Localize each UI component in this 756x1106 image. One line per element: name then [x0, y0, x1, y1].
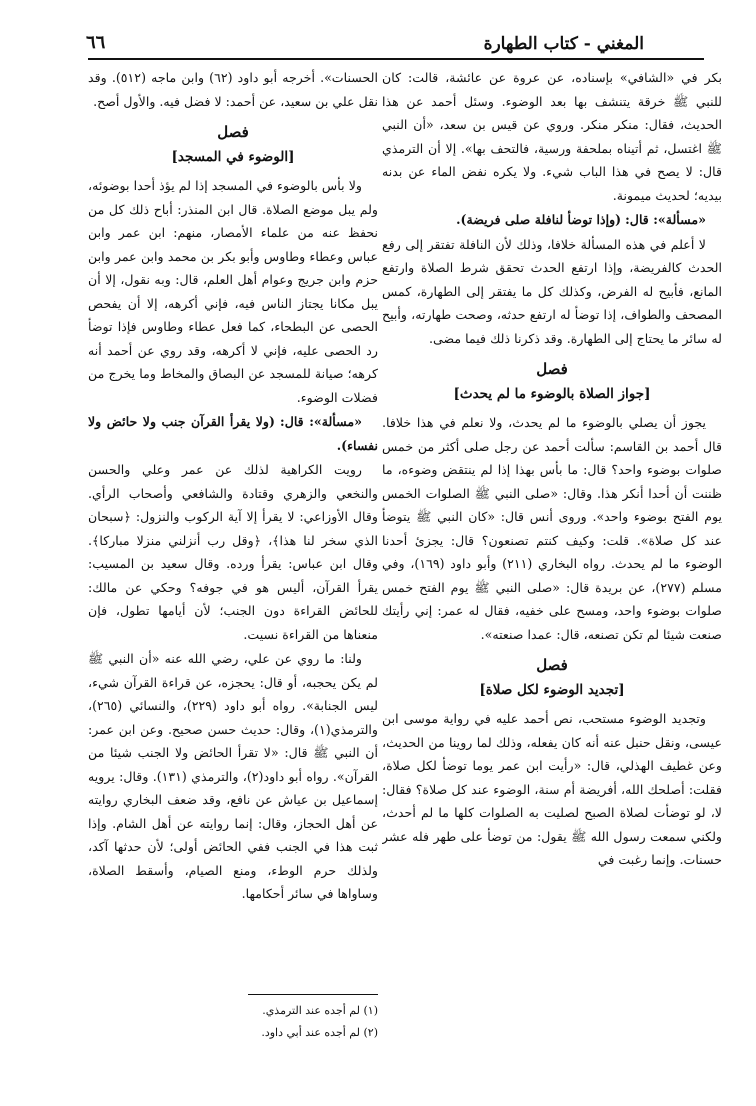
section-subheading: [الوضوء في المسجد]: [171, 149, 295, 165]
paragraph: ولنا: ما روي عن علي، رضي الله عنه «أن النبي ﷺ لم يكن يحجبه، أو قال: يحجزه، عن قراءة القرآن شيء، ليس الجنابة». رواه أبو داود (٢٢٩)، والنسائي (٢٦٥)، والترمذي(١)، وقال: حديث حسن صحيح. وعن ابن عمر: أن النبي ﷺ قال: «لا تقرأ الحائض ولا الجنب شيئا من القرآن». رواه أبو داود(٢)، والترمذي (١٣١). وقال: يرويه إسماعيل بن عياش عن نافع، وقد ضعف البخاري روايته عن أهل الحجاز، وقال: إنما روايته عن أهل الشام. وإذا ثبت هذا في الجنب ففي الحائض أولى؛ لأن حدثها آكد، ولذلك حرم الوطء، ومنع الصيام، وأسقط الصلاة، وساواها في سائر أحكامها.: [88, 651, 378, 901]
page-number: ٦٦: [86, 32, 106, 53]
paragraph: يجوز أن يصلي بالوضوء ما لم يحدث، ولا نعلم في هذا خلافا. قال أحمد بن القاسم: سألت أحمد عن رجل صلى أكثر من خمس صلوات بوضوء واحد؟ قال: ما بأس بهذا إذا لم ينتقض وضوءه، ما ظننت أن أحدا أنكر هذا. وقال: «صلى النبي ﷺ الصلوات الخمس يوم الفتح بوضوء واحد». وروى أنس قال: «كان النبي ﷺ يتوضأ عند كل صلاة». قلت: وكيف كنتم تصنعون؟ قال: يجزئ أحدنا الوضوء ما لم يحدث. رواه البخاري (٢١١) وأبو داود (١٦٩)، وفي مسلم (٢٧٧)، عن بريدة قال: «صلى النبي ﷺ يوم الفتح خمس صلوات بوضوء واحد، ومسح على خفيه، فقال له عمر: إني رأيتك صنعت شيئا لم تكن تصنعه، قال: عمدا صنعته».: [382, 415, 722, 642]
masala-paragraph: [88, 410, 378, 457]
paragraph: ولا بأس بالوضوء في المسجد إذا لم يؤذ أحدا بوضوئه، ولم يبل موضع الصلاة. قال ابن المنذر: أباح ذلك كل من نحفظ عنه من علماء الأمصار، منهم: ابن عمر وابن عباس وعطاء وطاوس وأبو بكر بن محمد وابن عمر وابن حزم وابن جريج وعوام أهل العلم، قال: وبه نقول، إلا أن يبل مكانا يجتاز الناس فيه، فإني أكرهه، إلا أن يفحص الحصى عن البطحاء، كما فعل عطاء وطاوس فإذا توضأ رد الحصى عليه، فإني لا أكرهه، وقد روي عن أحمد أنه كرهه؛ صيانة للمسجد عن البصاق والمخاط وما يخرج من فضلات الوضوء.: [88, 178, 378, 405]
footnote: (١) لم أجده عند الترمذي.: [262, 1004, 378, 1017]
section-heading: فصل: [536, 656, 568, 674]
paragraph: وتجديد الوضوء مستحب، نص أحمد عليه في رواية موسى ابن عيسى، ونقل حنبل عنه أنه كان يفعله، وذلك لما روينا من الحديث، وعن غطيف الهذلي، قال: «رأيت ابن عمر يوما توضأ لكل صلاة، فقلت: أصلحك الله، أفريضة أم سنة، الوضوء عند كل صلاة؟ فقال: لا، لو توضأت لصلاة الصبح لصليت به الصلوات كلها ما لم أحدث، ولكني سمعت رسول الله ﷺ يقول: من توضأ على طهر فله عشر حسنات. وإنما رغبت في: [382, 711, 722, 867]
masala-quote: (وإذا توضأ لنافلة صلى فريضة).: [456, 212, 622, 227]
masala-label: «مسألة»: قال:: [280, 414, 362, 429]
footnotes: [88, 1000, 378, 1044]
masala-label: «مسألة»: قال:: [625, 212, 706, 227]
footnote-rule: [248, 994, 378, 995]
section-heading: فصل: [536, 360, 568, 378]
book-title: المغني - كتاب الطهارة: [483, 34, 644, 54]
section-heading: فصل: [217, 123, 249, 141]
running-header: [88, 30, 704, 60]
paragraph: رويت الكراهية لذلك عن عمر وعلي والحسن والنخعي والزهري وقتادة والشافعي وأصحاب الرأي. وقال الأوزاعي: لا يقرأ إلا آية الركوب والنزول: ﴿سبحان الذي سخر لنا هذا﴾، ﴿وقل رب أنزلني منزلا مباركا﴾. وقال ابن عباس: يقرأ ورده. وقال سعيد بن المسيب: يقرأ القرآن، أليس هو في جوفه؟ وحكي عن مالك: للحائض القراءة دون الجنب؛ لأن أيامها تطول، فإن منعناها من القراءة نسيت.: [88, 462, 378, 642]
paragraph: بكر في «الشافي» بإسناده، عن عروة عن عائشة، قالت: كان للنبي ﷺ خرقة يتنشف بها بعد الوضوء. وسئل أحمد عن هذا الحديث، فقال: منكر منكر. وروي عن قيس بن سعد، «أن النبي ﷺ اغتسل، ثم أتيناه بملحفة ورسية، فالتحف بها». إلا أن الترمذي قال: لا يصح في هذا الباب شيء. ولا يكره نفض الماء عن بدنه بيديه؛ لحديث ميمونة.: [382, 70, 722, 203]
header-rule: [88, 58, 704, 60]
masala-quote: (ولا يقرأ القرآن جنب ولا حائض ولا نفساء).: [88, 414, 378, 453]
masala-paragraph: [382, 208, 722, 232]
section-subheading: [جواز الصلاة بالوضوء ما لم يحدث]: [453, 386, 651, 402]
left-column: [88, 66, 378, 926]
right-column: [382, 66, 722, 1106]
paragraph: لا أعلم في هذه المسألة خلافا، وذلك لأن النافلة تفتقر إلى رفع الحدث كالفريضة، وإذا ارتفع الحدث تحقق شرط الصلاة وارتفع المانع، فأبيح له الفرض، وكذلك كل ما يفتقر إلى الطهارة، كمس المصحف والطواف، إذا توضأ له ارتفع حدثه، وصحت طهارته، وأبيح له سائر ما يحتاج إلى الطهارة. وقد ذكرنا ذلك فيما مضى.: [382, 236, 722, 346]
footnote: (٢) لم أجده عند أبي داود.: [261, 1026, 378, 1039]
section-subheading: [تجديد الوضوء لكل صلاة]: [479, 682, 625, 698]
paragraph: الحسنات». أخرجه أبو داود (٦٢) وابن ماجه (٥١٢). وقد نقل علي بن سعيد، عن أحمد: لا فضل فيه. والأول أصح.: [88, 70, 378, 109]
